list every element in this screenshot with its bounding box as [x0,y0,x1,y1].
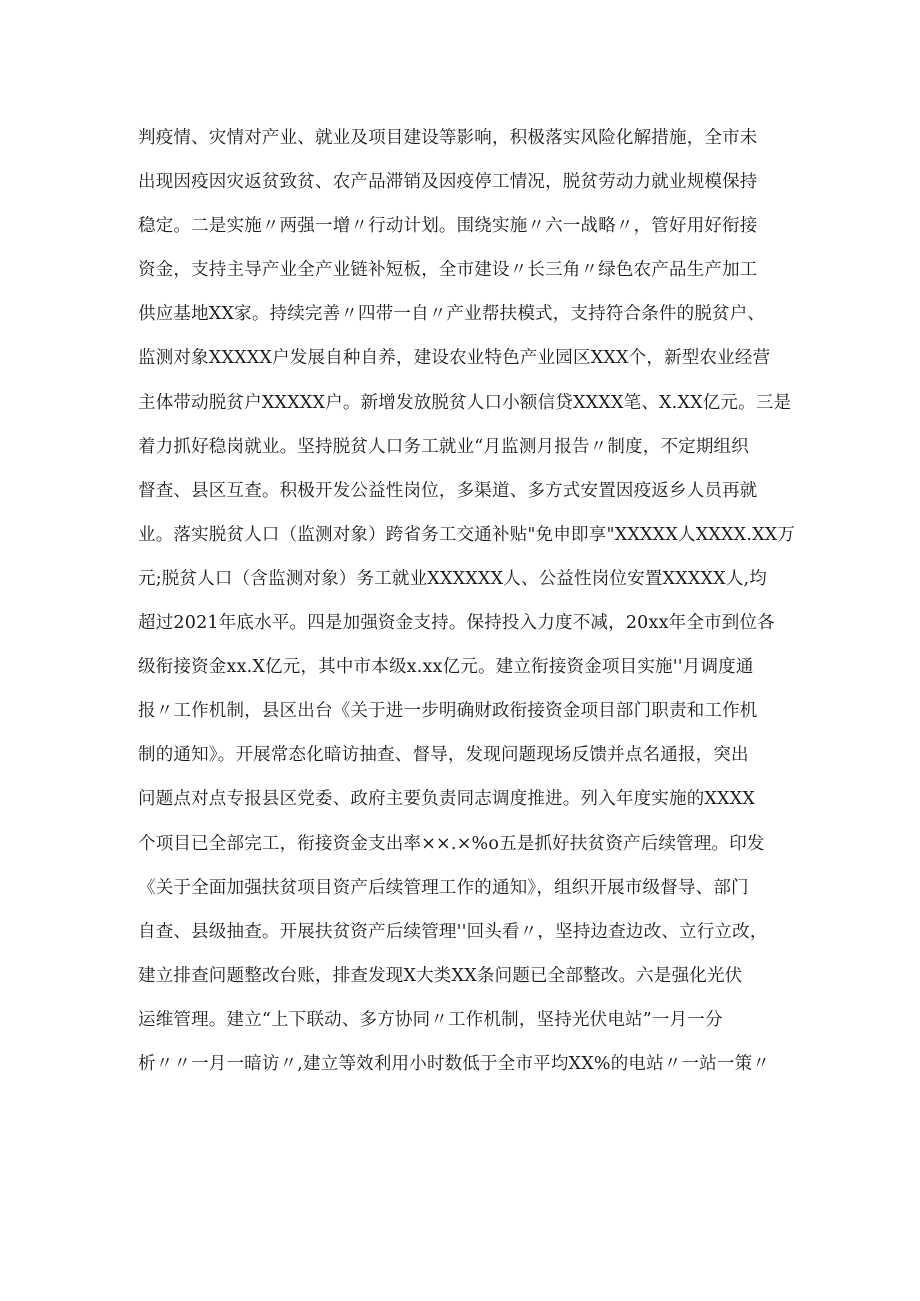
text-line: 个项目已全部完工，衔接资金支出率××.×%o五是抓好扶贫资产后续管理。印发 [138,833,765,854]
text-line: 级衔接资金xx.X亿元，其中市本级x.xx亿元。建立衔接资金项目实施''月调度通 [138,657,754,678]
text-line: 运维管理。建立“上下联动、多方协同〃工作机制，坚持光伏电站”一月一分 [138,1009,723,1030]
text-line: 元;脱贫人口（含监测对象）务工就业XXXXXX人、公益性岗位安置XXXXX人,均 [138,568,767,589]
text-line: 资金，支持主导产业全产业链补短板，全市建设〃长三角〃绿色农产品生产加工 [138,260,758,281]
text-line: 督查、县区互查。积极开发公益性岗位，多渠道、多方式安置因疫返乡人员再就 [138,480,758,501]
text-line: 业。落实脱贫人口（监测对象）跨省务工交通补贴"免申即享"XXXXX人XXXX.XX万 [138,524,796,545]
text-line: 判疫情、灾情对产业、就业及项目建设等影响，积极落实风险化解措施，全市未 [138,128,758,148]
text-line: 监测对象XXXXX户发展自种自养，建设农业特色产业园区XXX个，新型农业经营 [138,348,771,369]
text-line: 稳定。二是实施〃两强一增〃行动计划。围绕实施〃六一战略〃，管好用好衔接 [138,216,758,237]
text-line: 主体带动脱贫户XXXXX户。新增发放脱贫人口小额信贷XXXX笔、X.XX亿元。三是 [138,392,792,413]
text-line: 报〃工作机制，县区出台《关于进一步明确财政衔接资金项目部门职责和工作机 [138,701,758,722]
text-line: 《关于全面加强扶贫项目资产后续管理工作的通知》，组织开展市级督导、部门 [138,877,749,898]
text-line: 着力抓好稳岗就业。坚持脱贫人口务工就业“月监测月报告〃制度，不定期组织 [138,436,749,457]
text-line: 析〃〃一月一暗访〃,建立等效利用小时数低于全市平均XX%的电站〃一站一策〃 [138,1053,771,1074]
text-line: 问题点对点专报县区党委、政府主要负责同志调度推进。列入年度实施的XXXX [138,789,756,810]
text-line: 供应基地XX家。持续完善〃四带一自〃产业帮扶模式，支持符合条件的脱贫户、 [138,304,766,325]
text-line: 自查、县级抽查。开展扶贫资产后续管理''回头看〃，坚持边查边改、立行立改， [138,921,768,942]
text-line: 超过2021年底水平。四是加强资金支持。保持投入力度不减，20xx年全市到位各 [138,613,775,634]
text-line: 出现因疫因灾返贫致贫、农产品滞销及因疫停工情况，脱贫劳动力就业规模保持 [138,172,758,193]
text-line: 建立排查问题整改台账，排查发现X大类XX条问题已全部整改。六是强化光伏 [138,965,743,986]
text-line: 制的通知》。开展常态化暗访抽查、督导，发现问题现场反馈并点名通报，突出 [138,745,749,766]
body-text [138,116,798,1086]
